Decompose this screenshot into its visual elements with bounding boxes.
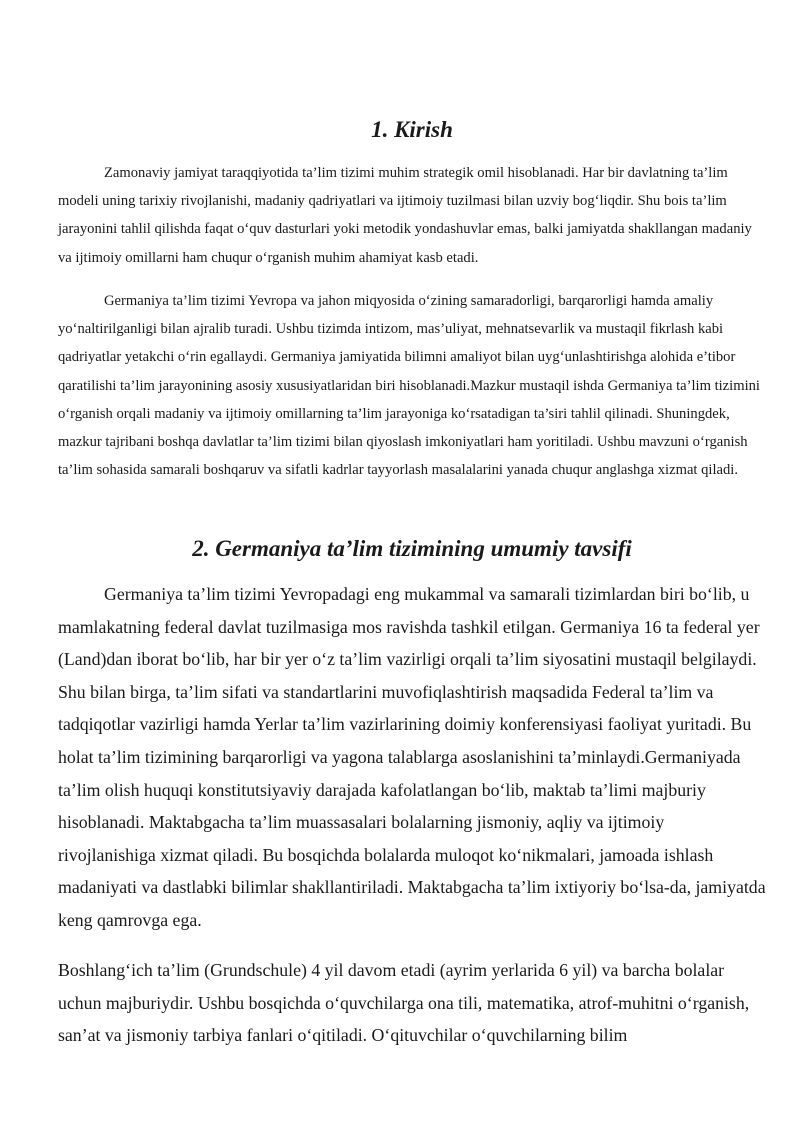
section-2-paragraph-1: Germaniya ta’lim tizimi Yevropadagi eng mukammal va samarali tizimlardan biri bo‘lib, u mamlakatning federal davlat tuzilmasiga mos ravishda tashkil etilgan. Germaniya 16 ta federal yer (Land)dan iborat bo‘lib, har bir yer o‘z ta’lim vazirligi orqali ta’lim siyosatini mustaqil belgilaydi. Shu bilan birga, ta’lim sifati va standartlarini muvofiqlashtirish maqsadida Federal ta’lim va tadqiqotlar vazirligi hamda Yerlar ta’lim vazirlarining doimiy konferensiyasi faoliyat yuritadi. Bu holat ta’lim tizimining barqarorligi va yagona talablarga asoslanishini ta’minlaydi.Germaniyada ta’lim olish huquqi konstitutsiyaviy darajada kafolatlangan bo‘lib, maktab ta’limi majburiy hisoblanadi. Maktabgacha ta’lim muassasalari bolalarning jismoniy, aqliy va ijtimoiy rivojlanishiga xizmat qiladi. Bu bosqichda bolalarda muloqot ko‘nikmalari, jamoada ishlash madaniyati va dastlabki bilimlar shakllantiriladi. Maktabgacha ta’lim ixtiyoriy bo‘lsa-da, jamiyatda keng qamrovga ega. xyxy=(58,584,766,930)
section-1-paragraph-2: Germaniya ta’lim tizimi Yevropa va jahon miqyosida o‘zining samaradorligi, barqarorligi hamda amaliy yo‘naltirilganligi bilan ajralib turadi. Ushbu tizimda intizom, mas’uliyat, mehnatsevarlik va mustaqil fikrlash kabi qadriyatlar yetakchi o‘rin egallaydi. Germaniya jamiyatida bilimni amaliyot bilan uyg‘unlashtirishga alohida e’tibor qaratilishi ta’lim jarayonining asosiy xususiyatlaridan biri hisoblanadi.Mazkur mustaqil ishda Germaniya ta’lim tizimini o‘rganish orqali madaniy va ijtimoiy omillarning ta’lim jarayoniga ko‘rsatadigan ta’siri tahlil qilinadi. Shuningdek, mazkur tajribani boshqa davlatlar ta’lim tizimi bilan qiyoslash imkoniyatlari ham yoritiladi. Ushbu mavzuni o‘rganish ta’lim sohasida samarali boshqaruv va sifatli kadrlar tayyorlash masalalarini yanada chuqur anglashga xizmat qiladi. xyxy=(58,293,760,479)
section-1-paragraph-1: Zamonaviy jamiyat taraqqiyotida ta’lim tizimi muhim strategik omil hisoblanadi. Har bir davlatning ta’lim modeli uning tarixiy rivojlanishi, madaniy qadriyatlari va ijtimoiy tuzilmasi bilan uzviy bog‘liqdir. Shu bois ta’lim jarayonini tahlil qilishda faqat o‘quv dasturlari yoki metodik yondashuvlar emas, balki jamiyatda shakllangan madaniy va ijtimoiy omillarni ham chuqur o‘rganish muhim ahamiyat kasb etadi. xyxy=(58,165,752,266)
section-1-title: 1. Kirish xyxy=(371,117,453,142)
section-2-title: 2. Germaniya ta’lim tizimining umumiy tavsifi xyxy=(192,536,632,561)
section-2-paragraph-2: Boshlang‘ich ta’lim (Grundschule) 4 yil davom etadi (ayrim yerlarida 6 yil) va barcha bolalar uchun majburiydir. Ushbu bosqichda o‘quvchilarga ona tili, matematika, atrof-muhitni o‘rganish, san’at va jismoniy tarbiya fanlari o‘qitiladi. O‘qituvchilar o‘quvchilarning bilim xyxy=(58,960,750,1046)
